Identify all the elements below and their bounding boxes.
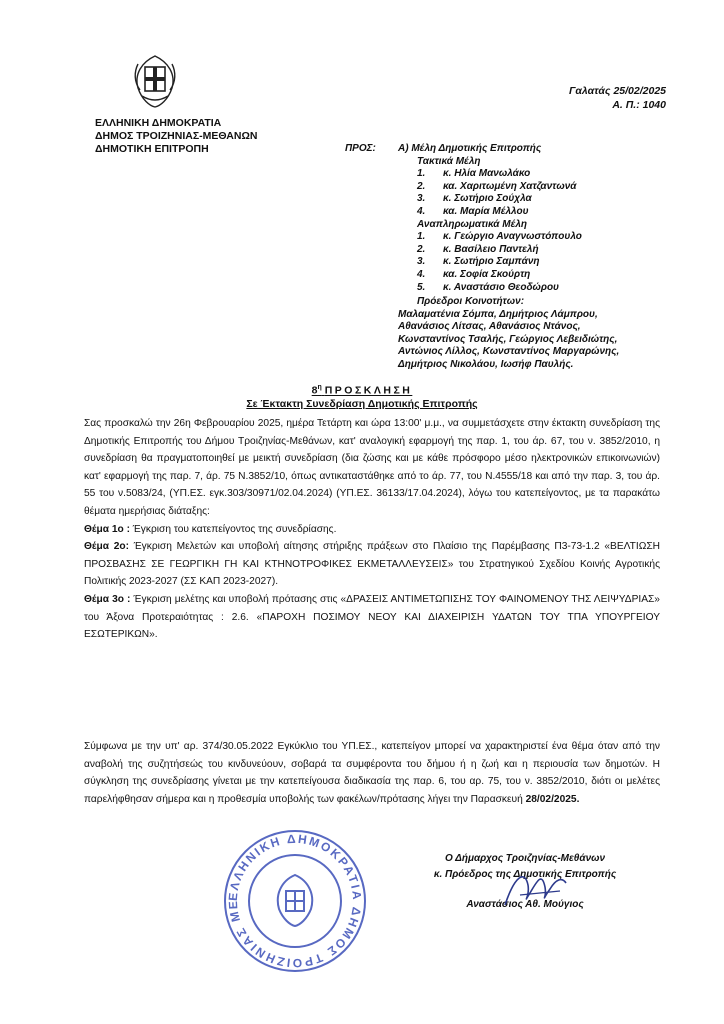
list-item: 3. κ. Σωτήριο Σούχλα: [417, 193, 532, 205]
handwritten-signature: [500, 865, 570, 915]
protocol-number: Α. Π.: 1040: [612, 99, 666, 111]
list-item: 1. κ. Γεώργιο Αναγνωστόπουλο: [417, 231, 582, 243]
document-meta: [569, 84, 666, 112]
invitation-title: [0, 381, 724, 411]
invitation-body: [84, 415, 660, 644]
intro-paragraph: Σας προσκαλώ την 26η Φεβρουαρίου 2025, ημέρα Τετάρτη και ώρα 13:00' μ.μ., να συμμετάσχετε στην έκτακτη συνεδρίαση της Δημοτικής Επιτροπής του Δήμου Τροιζηνίας-Μεθάνων, κατ' αναλογική εφαρμογή της παρ. 1, του άρ. 67, του ν. 3852/2010, η συνεδρίαση θα πραγματοποιηθεί με μεικτή συνεδρίαση (δια ζώσης και με κάθε πρόσφορο μέσο ηλεκτρονικών επικοινωνιών) κατ' εφαρμογή της παρ. 7, άρ. 75 Ν.3852/10, όπως αντικαταστάθηκε από το άρ. 77, του Ν.4555/18 και από την παρ. 3, του άρ. 55 του ν.5083/24, (ΥΠ.ΕΣ. εγκ.303/30971/02.04.2024) (ΥΠ.ΕΣ. 36133/17.04.2024), λόγω του κατεπείγοντος, με τα παρακάτω θέματα ημερήσιας διάταξης:: [84, 418, 660, 517]
closing-paragraph: Σύμφωνα με την υπ' αρ. 374/30.05.2022 Εγκύκλιο του ΥΠ.ΕΣ., κατεπείγον μπορεί να χαρακτηριστεί ένα θέμα όταν από την αναβολή της συζητήσεώς του κινδυνεύουν, σοβαρά τα συμφέροντα του δήμου ή η ζωή και η περιουσία των δημοτών. Η σύγκληση της συνεδρίασης γίνεται με την κατεπείγουσα διαδικασία της παρ. 6, του αρ. 75, του ν. 3852/2010, διότι οι μελέτες παρελήφθησαν σήμερα και η προθεσμία υποβολής των φακέλων/πρότασης λήγει την Παρασκευή 28/02/2025.: [84, 741, 660, 805]
issuing-organization: [95, 117, 257, 156]
invitation-subtitle: Σε Έκτακτη Συνεδρίαση Δημοτικής Επιτροπής: [246, 397, 478, 410]
council-line: Μαλαματένια Σόμπα, Δημήτριος Λάμπρου,: [398, 308, 598, 320]
list-item: 3. κ. Σωτήριο Σαμπάνη: [417, 256, 540, 268]
regular-members-heading: Τακτικά Μέλη: [417, 155, 481, 167]
municipal-stamp: [222, 828, 368, 974]
alternate-members-list: [398, 231, 582, 294]
council-line: Αθανάσιος Λίτσας, Αθανάσιος Ντάνος,: [398, 321, 581, 333]
org-line: ΕΛΛΗΝΙΚΗ ΔΗΜΟΚΡΑΤΙΑ: [95, 117, 222, 129]
greek-emblem-icon: [128, 52, 182, 110]
list-item: 5. κ. Αναστάσιο Θεοδώρου: [417, 281, 559, 293]
community-presidents-heading: Πρόεδροι Κοινοτήτων:: [417, 296, 525, 307]
agenda-item-1: Θέμα 1ο : Έγκριση του κατεπείγοντος της συνεδρίασης.: [84, 523, 337, 535]
recipients-list: [398, 143, 582, 294]
signatory-name: Αναστάσιος Αθ. Μούγιος: [466, 899, 584, 910]
community-presidents: [398, 296, 619, 372]
list-item: 4. κα. Σοφία Σκούρτη: [417, 268, 531, 280]
place-date: Γαλατάς 25/02/2025: [569, 85, 666, 97]
deadline-date: 28/02/2025.: [525, 793, 580, 805]
recipients-group-a: Α) Μέλη Δημοτικής Επιτροπής: [398, 143, 542, 154]
council-line: Δημήτριος Νικολάου, Ιωσήφ Παυλής.: [398, 358, 574, 370]
signatory-role: κ. Πρόεδρος της Δημοτικής Επιτροπής: [433, 869, 617, 880]
org-line: ΔΗΜΟΤΙΚΗ ΕΠΙΤΡΟΠΗ: [95, 143, 209, 155]
list-item: 4. κα. Μαρία Μέλλου: [417, 205, 529, 217]
list-item: 2. κ. Βασίλειο Παντελή: [417, 243, 539, 255]
council-line: Κωνσταντίνος Τσαλής, Γεώργιος Λεβειδιώτης,: [398, 333, 618, 345]
agenda-item-3: Θέμα 3ο : Έγκριση μελέτης και υποβολή πρότασης στις «ΔΡΑΣΕΙΣ ΑΝΤΙΜΕΤΩΠΙΣΗΣ ΤΟΥ ΦΑΙΝΟΜΕΝΟΥ ΤΗΣ ΛΕΙΨΥΔΡΙΑΣ» του Άξονα Προτεραιότητας : 2.6. «ΠΑΡΟΧΗ ΠΟΣΙΜΟΥ ΝΕΟΥ ΚΑΙ ΔΙΑΧΕΙΡΙΣΗ ΥΔΑΤΩΝ ΤΟΥ ΤΠΑ ΥΠΟΥΡΓΕΙΟΥ ΕΣΩΤΕΡΙΚΩΝ».: [84, 593, 660, 641]
council-line: Αντώνιος Λίλλος, Κωνσταντίνος Μαργαρώνης,: [398, 346, 620, 358]
list-item: 1. κ. Ηλία Μανωλάκο: [417, 168, 531, 180]
signatory-title: Ο Δήμαρχος Τροιζηνίας-Μεθάνων: [444, 853, 606, 864]
alternate-members-heading: Αναπληρωματικά Μέλη: [417, 218, 528, 230]
regular-members-list: [398, 168, 582, 218]
list-item: 2. κα. Χαριτωμένη Χατζαντωνά: [417, 180, 577, 192]
recipients-label: ΠΡΟΣ:: [345, 143, 376, 154]
invitation-heading: $8^\eta$ ΠΡΟΣΚΛΗΣΗ: [311, 384, 413, 397]
org-line: ΔΗΜΟΣ ΤΡΟΙΖΗΝΙΑΣ-ΜΕΘΑΝΩΝ: [95, 130, 258, 142]
svg-text:ΕΛΛΗΝΙΚΗ ΔΗΜΟΚΡΑΤΙΑ ΔΗΜΟΣ ΤΡΟΙ: ΕΛΛΗΝΙΚΗ ΔΗΜΟΚΡΑΤΙΑ ΔΗΜΟΣ ΤΡΟΙΖΗΝΙΑΣ ΜΕ: [225, 831, 365, 971]
agenda-item-2: Θέμα 2ο: Έγκριση Μελετών και υποβολή αίτησης στήριξης πράξεων στο Πλαίσιο της Παρέμβασης Π3-73-1.2 «ΒΕΛΤΙΩΣΗ ΠΡΟΣΒΑΣΗΣ ΣΕ ΓΕΩΡΓΙΚΗ ΓΗ ΚΑΙ ΚΤΗΝΟΤΡΟΦΙΚΕΣ ΕΚΜΕΤΑΛΛΕΥΣΕΙΣ» του Στρατηγικού Σχεδίου Κοινής Αγροτικής Πολιτικής 2023-2027 (ΣΣ ΚΑΠ 2023-2027).: [84, 541, 660, 588]
